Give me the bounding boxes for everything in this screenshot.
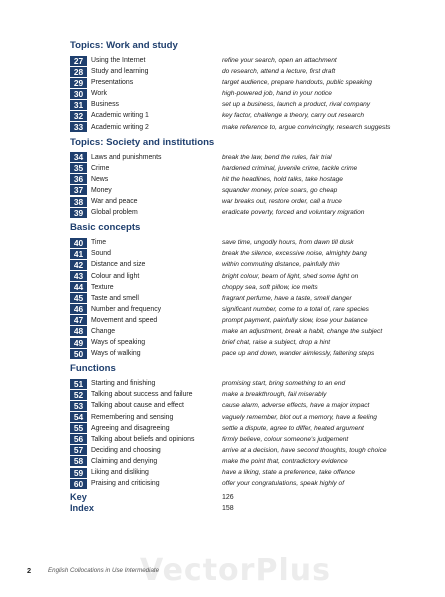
unit-collocations: target audience, prepare handouts, public speaking	[222, 79, 372, 87]
unit-row[interactable]	[70, 337, 438, 348]
back-matter-page: 158	[222, 505, 234, 513]
unit-title: Liking and disliking	[91, 469, 149, 476]
unit-collocations: significant number, come to a total of, rare species	[222, 305, 369, 313]
unit-row[interactable]	[70, 467, 438, 478]
unit-number-badge: 33	[70, 122, 87, 132]
unit-number-badge: 50	[70, 349, 87, 359]
unit-number-badge: 57	[70, 445, 87, 455]
unit-collocations: pace up and down, wander aimlessly, faltering steps	[222, 350, 375, 358]
unit-title: Ways of walking	[91, 350, 141, 358]
unit-title: Agreeing and disagreeing	[91, 424, 170, 432]
unit-number-badge: 34	[70, 152, 87, 162]
unit-row[interactable]	[70, 248, 438, 259]
unit-title: Claiming and denying	[91, 457, 158, 465]
unit-title: Laws and punishments	[91, 153, 162, 161]
back-matter-page: 126	[222, 494, 234, 502]
unit-row[interactable]	[70, 400, 438, 411]
unit-collocations: save time, ungodly hours, from dawn till dusk	[222, 239, 354, 247]
unit-number-badge: 47	[70, 315, 87, 325]
unit-collocations: within commuting distance, painfully thin	[222, 261, 340, 269]
unit-title: News	[91, 175, 109, 183]
unit-row[interactable]	[70, 99, 438, 110]
unit-number-badge: 49	[70, 338, 87, 348]
unit-number-badge: 58	[70, 456, 87, 466]
unit-number-badge: 48	[70, 326, 87, 336]
unit-collocations: vaguely remember, blot out a memory, have a feeling	[222, 413, 377, 421]
unit-title: Crime	[91, 164, 110, 172]
unit-collocations: hardened criminal, juvenile crime, tackle crime	[222, 164, 358, 172]
unit-number-badge: 43	[70, 271, 87, 281]
section-title: Topics: Society and institutions	[70, 136, 215, 148]
unit-number-badge: 59	[70, 468, 87, 478]
unit-row[interactable]	[70, 293, 438, 304]
unit-title: Praising and criticising	[91, 480, 160, 488]
unit-row[interactable]	[70, 163, 438, 174]
unit-collocations: bright colour, beam of light, shed some light on	[222, 272, 359, 280]
unit-title: Starting and finishing	[91, 380, 156, 388]
unit-collocations: promising start, bring something to an end	[222, 380, 346, 388]
unit-row[interactable]	[70, 378, 438, 389]
unit-number-badge: 36	[70, 174, 87, 184]
unit-number-badge: 37	[70, 185, 87, 195]
unit-title: Ways of speaking	[91, 339, 146, 347]
unit-collocations: arrive at a decision, have second thoughts, tough choice	[222, 446, 387, 454]
unit-collocations: brief chat, raise a subject, drop a hint	[222, 339, 331, 347]
unit-collocations: cause alarm, adverse effects, have a major impact	[222, 402, 370, 410]
unit-number-badge: 41	[70, 249, 87, 259]
unit-number-badge: 42	[70, 260, 87, 270]
unit-row[interactable]	[70, 326, 438, 337]
unit-title: Taste and smell	[91, 294, 139, 302]
unit-title: Academic writing 1	[91, 112, 149, 120]
contents-list	[70, 39, 438, 514]
unit-row[interactable]	[70, 66, 438, 77]
unit-number-badge: 35	[70, 163, 87, 173]
unit-collocations: make an adjustment, break a habit, change the subject	[222, 327, 383, 335]
unit-collocations: break the silence, excessive noise, almighty bang	[222, 250, 367, 258]
back-matter-label: Key	[70, 492, 87, 503]
unit-title: Business	[91, 101, 119, 109]
unit-title: Money	[91, 186, 112, 194]
section-title: Basic concepts	[70, 222, 141, 234]
unit-collocations: prompt payment, painfully slow, lose your balance	[222, 316, 368, 324]
unit-number-badge: 40	[70, 238, 87, 248]
back-matter-row[interactable]	[70, 503, 438, 514]
unit-collocations: break the law, bend the rules, fair trial	[222, 153, 332, 161]
unit-title: Presentations	[91, 79, 134, 87]
unit-collocations: firmly believe, colour someone's judgement	[222, 435, 349, 443]
unit-title: Change	[91, 327, 116, 335]
unit-collocations: make a breakthrough, fail miserably	[222, 391, 327, 399]
unit-collocations: make the point that, contradictory evidence	[222, 457, 348, 465]
unit-title: Talking about cause and effect	[91, 402, 184, 410]
unit-title: Using the Internet	[91, 57, 146, 64]
unit-number-badge: 52	[70, 390, 87, 400]
unit-number-badge: 44	[70, 282, 87, 292]
unit-number-badge: 45	[70, 293, 87, 303]
unit-row[interactable]	[70, 282, 438, 293]
unit-number-badge: 56	[70, 434, 87, 444]
unit-number-badge: 30	[70, 89, 87, 99]
unit-row[interactable]	[70, 110, 438, 121]
unit-row[interactable]	[70, 304, 438, 315]
unit-row[interactable]	[70, 478, 438, 489]
unit-collocations: key factor, challenge a theory, carry out research	[222, 112, 365, 120]
unit-number-badge: 46	[70, 304, 87, 314]
unit-row[interactable]	[70, 77, 438, 88]
unit-row[interactable]	[70, 259, 438, 270]
unit-row[interactable]	[70, 456, 438, 467]
unit-collocations: refine your search, open an attachment	[222, 57, 337, 64]
unit-number-badge: 39	[70, 208, 87, 218]
unit-collocations: choppy sea, soft pillow, ice melts	[222, 283, 318, 291]
unit-title: Time	[91, 239, 107, 247]
unit-title: Colour and light	[91, 272, 140, 280]
unit-number-badge: 32	[70, 111, 87, 121]
unit-title: Remembering and sensing	[91, 413, 174, 421]
unit-title: Sound	[91, 250, 111, 258]
unit-collocations: have a liking, state a preference, take offence	[222, 469, 356, 476]
unit-row[interactable]	[70, 122, 438, 133]
page-number: 2	[27, 566, 32, 575]
unit-row[interactable]	[70, 152, 438, 163]
unit-row[interactable]	[70, 55, 438, 66]
back-matter-label: Index	[70, 503, 94, 514]
unit-title: Texture	[91, 283, 114, 291]
unit-row[interactable]	[70, 174, 438, 185]
unit-title: War and peace	[91, 198, 138, 206]
unit-collocations: do research, attend a lecture, first draft	[222, 68, 336, 76]
unit-number-badge: 60	[70, 479, 87, 489]
unit-title: Deciding and choosing	[91, 446, 161, 454]
unit-title: Movement and speed	[91, 316, 158, 324]
unit-row[interactable]	[70, 207, 438, 218]
book-title-footer: English Collocations in Use Intermediate	[48, 567, 160, 574]
unit-title: Talking about beliefs and opinions	[91, 435, 195, 443]
unit-title: Work	[91, 90, 107, 98]
unit-title: Number and frequency	[91, 305, 162, 313]
back-matter-row[interactable]	[70, 492, 438, 503]
section-title: Topics: Work and study	[70, 40, 178, 51]
unit-collocations: hit the headlines, hold talks, take hostage	[222, 175, 343, 183]
unit-number-badge: 54	[70, 412, 87, 422]
unit-collocations: offer your congratulations, speak highly of	[222, 480, 345, 488]
unit-number-badge: 29	[70, 78, 87, 88]
unit-row[interactable]	[70, 348, 438, 359]
unit-row[interactable]	[70, 315, 438, 326]
unit-number-badge: 31	[70, 100, 87, 110]
unit-title: Study and learning	[91, 68, 149, 76]
unit-number-badge: 51	[70, 379, 87, 389]
unit-row[interactable]	[70, 271, 438, 282]
unit-row[interactable]	[70, 389, 438, 400]
unit-collocations: set up a business, launch a product, rival company	[222, 101, 371, 109]
watermark: VectorPlus	[140, 553, 331, 588]
unit-number-badge: 27	[70, 56, 87, 66]
unit-number-badge: 28	[70, 67, 87, 77]
unit-row[interactable]	[70, 196, 438, 207]
unit-row[interactable]	[70, 185, 438, 196]
unit-row[interactable]	[70, 88, 438, 99]
unit-collocations: make reference to, argue convincingly, research suggests	[222, 123, 391, 131]
section-title: Functions	[70, 363, 116, 375]
unit-title: Distance and size	[91, 261, 146, 269]
unit-row[interactable]	[70, 412, 438, 423]
unit-number-badge: 38	[70, 197, 87, 207]
unit-row[interactable]	[70, 434, 438, 445]
unit-title: Talking about success and failure	[91, 391, 193, 399]
unit-title: Academic writing 2	[91, 123, 149, 131]
unit-collocations: settle a dispute, agree to differ, heated argument	[222, 424, 364, 432]
unit-number-badge: 53	[70, 401, 87, 411]
unit-row[interactable]	[70, 445, 438, 456]
unit-row[interactable]	[70, 237, 438, 248]
unit-collocations: war breaks out, restore order, call a truce	[222, 198, 342, 206]
unit-collocations: eradicate poverty, forced and voluntary migration	[222, 209, 365, 217]
unit-number-badge: 55	[70, 423, 87, 433]
unit-row[interactable]	[70, 423, 438, 434]
unit-collocations: squander money, price soars, go cheap	[222, 186, 338, 194]
unit-collocations: fragrant perfume, have a taste, smell danger	[222, 294, 352, 302]
unit-title: Global problem	[91, 209, 138, 217]
unit-collocations: high-powered job, hand in your notice	[222, 90, 332, 98]
